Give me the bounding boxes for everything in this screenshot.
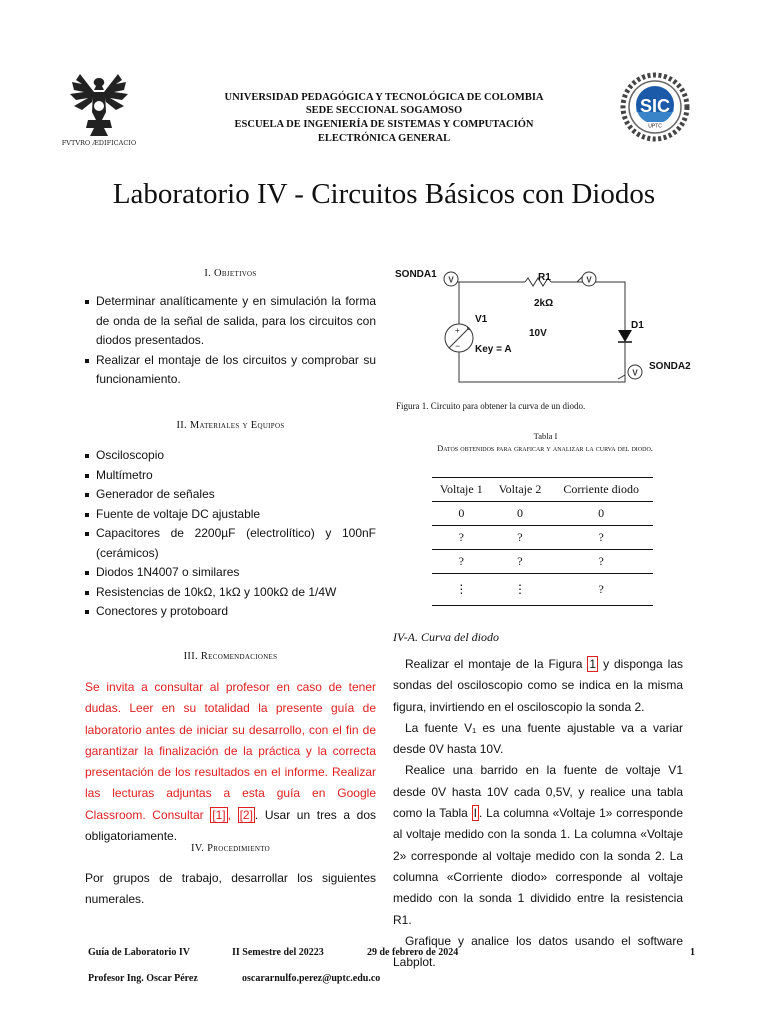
table-cell: ? (598, 582, 604, 596)
svg-text:V: V (448, 275, 454, 285)
probe1-label: SONDA1 (395, 269, 437, 280)
probe2-label: SONDA2 (649, 361, 691, 372)
list-item: Diodos 1N4007 o similares (85, 563, 376, 583)
materiales-list (85, 446, 376, 622)
table-cell: ? (458, 530, 464, 544)
section-heading-objetivos: I. Objetivos (204, 268, 257, 279)
logo-uptc-text: UPTC (648, 123, 662, 130)
university-name: UNIVERSIDAD PEDAGÓGICA Y TECNOLÓGICA DE COLOMBIA (224, 92, 544, 103)
footer-date: 29 de febrero de 2024 (367, 947, 459, 958)
resistor-value: 2kΩ (534, 298, 554, 309)
table-cell: ? (517, 554, 523, 568)
footer-professor: Profesor Ing. Oscar Pérez (88, 973, 198, 984)
paragraph: Realizar el montaje de la Figura 1 y disponga las sondas del osciloscopio como se indica en la misma figura, invirtiendo en el osciloscopio la sonda 2. (393, 657, 683, 714)
diode-name: D1 (631, 320, 644, 331)
table-cell: ? (517, 530, 523, 544)
list-item: Fuente de voltaje DC ajustable (85, 505, 376, 525)
objetivos-list (85, 292, 376, 390)
list-item: Conectores y protoboard (85, 602, 376, 622)
resistor-name: R1 (538, 272, 551, 283)
figure-reference-link[interactable]: 1 (589, 657, 597, 671)
section-heading-recomendaciones: III. Recomendaciones (183, 651, 278, 662)
table-row (432, 574, 653, 606)
list-item: Multímetro (85, 466, 376, 486)
svg-text:+: + (455, 326, 460, 335)
section-heading-materiales: II. Materiales y Equipos (176, 420, 285, 431)
list-item: Generador de señales (85, 485, 376, 505)
subsection-heading: IV-A. Curva del diodo (393, 630, 499, 644)
probe-meter-icon (628, 365, 642, 379)
probe-meter-icon (444, 272, 458, 286)
paragraph: Grafique y analice los datos usando el software Labplot. (393, 933, 683, 970)
table-cell: ? (598, 554, 604, 568)
table-header-row (432, 478, 653, 502)
table-header-cell: Voltaje 1 (439, 482, 483, 496)
subsection-body (393, 654, 683, 973)
table-header-cell: Voltaje 2 (498, 482, 542, 496)
page-title: Laboratorio IV - Circuitos Básicos con Diodos (112, 178, 656, 210)
table-row (432, 502, 653, 526)
source-value: 10V (529, 328, 547, 339)
table-caption: Datos obtenidos para graficar y analizar la curva del diodo. (437, 443, 653, 453)
list-item: Determinar analíticamente y en simulación la forma de onda de la señal de salida, para los circuitos con diodos presentados. (85, 292, 376, 351)
table-row (432, 526, 653, 550)
table-cell: 0 (458, 506, 465, 520)
page-number: 1 (690, 947, 695, 958)
table-cell: 0 (516, 506, 523, 520)
paragraph: Realice una barrido en la fuente de voltaje V1 desde 0V hasta 10V cada 0,5V, y realice una tabla como la Tabla I . La columna «Voltaje 1» corresponde al voltaje medido con la sonda 1. La columna «Voltaje 2» corresponde al voltaje medido con la sonda 2. La columna «Corriente diodo» corresponde al voltaje medido con la sonda 1 dividido entre la resistencia R1. (393, 763, 683, 927)
list-item: Realizar el montaje de los circuitos y comprobar su funcionamiento. (85, 351, 376, 390)
diode-symbol (618, 330, 632, 342)
paragraph: La fuente V₁ es una fuente ajustable va a variar desde 0V hasta 10V. (393, 720, 683, 757)
svg-text:V: V (586, 275, 592, 285)
table-cell: ? (458, 554, 464, 568)
logo-text: FVTVRO ÆDIFICACIO (61, 139, 137, 147)
course-name: ELECTRÓNICA GENERAL (317, 133, 451, 144)
table-label: Tabla I (533, 431, 558, 441)
source-name: V1 (475, 314, 488, 325)
school-name: ESCUELA DE INGENIERÍA DE SISTEMAS Y COMPUTACIÓN (234, 119, 534, 130)
svg-text:−: − (455, 341, 461, 351)
data-table (432, 477, 653, 606)
table-cell: ? (598, 530, 604, 544)
table-reference-link[interactable]: I (473, 806, 478, 821)
campus-name: SEDE SECCIONAL SOGAMOSO (305, 105, 463, 116)
procedimiento-paragraph: Por grupos de trabajo, desarrollar los siguientes numerales. (85, 871, 376, 907)
list-item: Resistencias de 10kΩ, 1kΩ y 100kΩ de 1/4W (85, 583, 376, 603)
footer-semester: II Semestre del 20223 (232, 947, 324, 958)
footer-guide: Guía de Laboratorio IV (88, 947, 190, 958)
citation-link-2[interactable]: [2] (239, 807, 253, 822)
table-row (432, 550, 653, 574)
list-item: Capacitores de 2200µF (electrolítico) y 100nF (cerámicos) (85, 524, 376, 563)
citation-link-1[interactable]: [1] (212, 807, 226, 822)
table-cell: ⋮ (513, 582, 526, 596)
source-key: Key = A (475, 344, 512, 355)
circuit-diagram (393, 262, 693, 394)
table-cell: 0 (598, 506, 605, 520)
probe-meter-icon (582, 272, 596, 286)
table-cell: ⋮ (455, 582, 468, 596)
recomendaciones-paragraph: Se invita a consultar al profesor en caso de tener dudas. Leer en su totalidad la presente guía de laboratorio antes de iniciar su desarrollo, con el fin de garantizar la finalización de la práctica y la correcta presentación de los resultados en el informe. Realizar las lecturas adjuntas a esta guía en Google Classroom. Consultar [1] , [2] . Usar un tres a dos obligatoriamente. (85, 680, 376, 844)
footer-email[interactable]: oscararnulfo.perez@uptc.edu.co (242, 973, 381, 984)
svg-text:V: V (632, 368, 638, 378)
list-item: Osciloscopio (85, 446, 376, 466)
table-header-cell: Corriente diodo (563, 482, 639, 496)
logo-sic-text: SIC (639, 96, 671, 116)
section-heading-procedimiento: IV. Procedimiento (190, 843, 271, 854)
figure-caption: Figura 1. Circuito para obtener la curva de un diodo. (396, 401, 586, 411)
